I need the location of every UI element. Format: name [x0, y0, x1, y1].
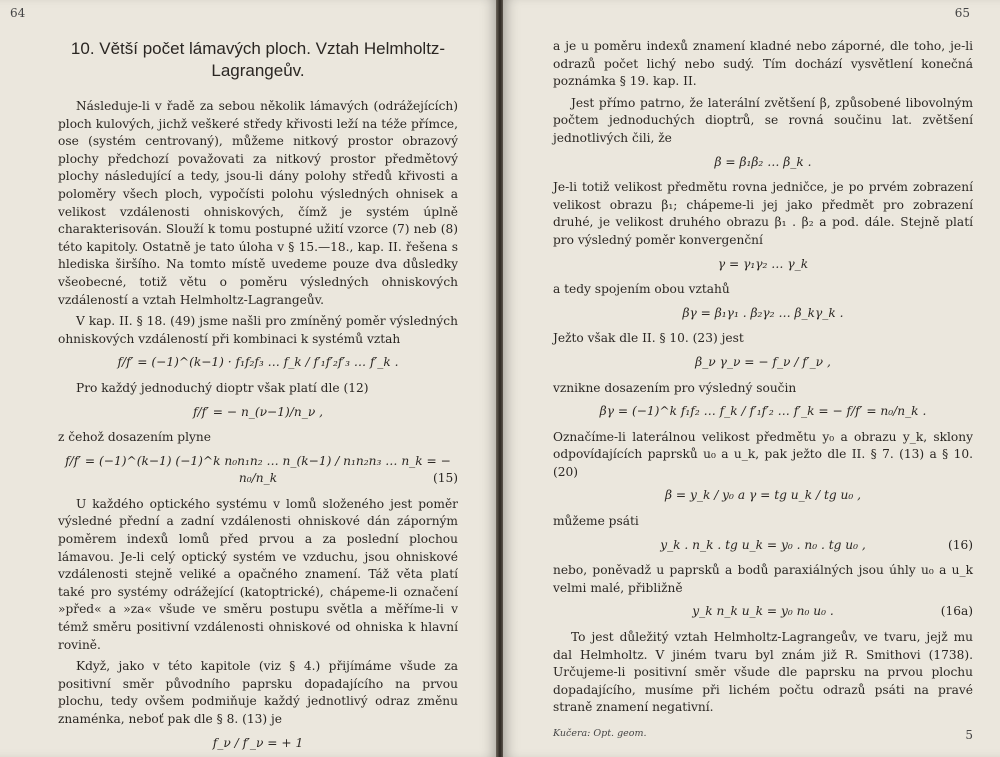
- paragraph: Označíme-li laterálnou velikost předmětu y₀ a obrazu y_k, sklony odpovídajících paprsků u₀ a u_k, pak ježto dle II. § 7. (13) a § 10. (20): [553, 429, 973, 479]
- equation: β = β₁β₂ … β_k .: [714, 154, 812, 169]
- paragraph: Je-li totiž velikost předmětu rovna jedničce, je po prvém zobrazení velikost obrazu β₁; chápeme-li jej jako předmět pro zobrazení druhé, je velikost druhého obrazu β₁ . β₂ a pod. dále. Stejně platí pro výsledný poměr konvergenční: [553, 180, 973, 247]
- paragraph: U každého optického systému v lomů složeného jest poměr výsledné přední a zadní vzdálenosti ohniskové dán záporným poměrem indexů lomů před prvou a za poslední plochou lámavou. Je-li celý optický systém ve vzduchu, jsou ohniskové vzdálenosti stejně veliké a opačného znamení. Táž věta platí také pro systémy odrážející (katoptrické), chápeme-li označení »před« a »za« všude ve směru postupu světla a měříme-li v témž směru positivní vzdálenosti ohniskové od ohniska k hlavní rovině.: [58, 496, 458, 652]
- left-page: [0, 0, 497, 757]
- paragraph: z čehož dosazením plyne: [58, 430, 211, 445]
- paragraph: To jest důležitý vztah Helmholtz-Lagrangeův, ve tvaru, jejž mu dal Helmholtz. V jiném tvaru byl znám již R. Smithovi (1738). Určujeme-li positivní směr všude dle paprsku na prvou plochu dopadajícího, musíme při lichém počtu odrazů psáti na pravé straně znamení negativní.: [553, 630, 973, 715]
- equation: γ = γ₁γ₂ … γ_k: [717, 256, 809, 271]
- page-number-right: 65: [954, 6, 970, 20]
- left-content: [58, 38, 458, 757]
- equation-number: (15): [432, 471, 458, 486]
- paragraph: Pro každý jednoduchý dioptr však platí dle (12): [76, 380, 369, 395]
- equation-number: (16a): [940, 604, 973, 619]
- equation: f/f′ = (−1)^(k−1) · f₁f₂f₃ … f_k / f′₁f′₂f′₃ … f′_k .: [117, 355, 399, 370]
- paragraph: vznikne dosazením pro výsledný součin: [553, 380, 797, 395]
- paragraph: a je u poměru indexů znamení kladné nebo záporné, dle toho, je-li odrazů počet lichý nebo sudý. Tím dochází vysvětlení konečná poznámka § 19. kap. II.: [553, 39, 973, 89]
- paragraph: Jest přímo patrno, že laterální zvětšení β, způsobené libovolným počtem jednoduchých dioptrů, se rovná součinu lat. zvětšení jednotlivých čili, že: [553, 95, 973, 145]
- paragraph: V kap. II. § 18. (49) jsme našli pro zmíněný poměr výsledných ohniskových vzdáleností při kombinaci k systémů vztah: [58, 314, 458, 346]
- equation: β_ν γ_ν = − f_ν / f′_ν ,: [695, 354, 831, 369]
- equation-body: y_k n_k u_k = y₀ n₀ u₀ .: [692, 604, 834, 619]
- right-page: [503, 0, 1000, 757]
- equation-body: y_k . n_k . tg u_k = y₀ . n₀ . tg u₀ ,: [660, 537, 866, 552]
- equation-15: [58, 453, 458, 488]
- footer-sheet-number: 5: [965, 728, 973, 742]
- paragraph: a tedy spojením obou vztahů: [553, 282, 730, 297]
- equation: βγ = (−1)^k f₁f₂ … f_k / f′₁f′₂ … f′_k = − f/f′ = n₀/n_k .: [599, 404, 927, 419]
- section-title: 10. Větší počet lámavých ploch. Vztah Helmholtz-Lagrangeův.: [70, 39, 446, 80]
- page-footer: [553, 728, 973, 742]
- equation: βγ = β₁γ₁ . β₂γ₂ … β_kγ_k .: [682, 305, 844, 320]
- paragraph: Následuje-li v řadě za sebou několik lámavých (odrážejících) ploch kulových, jichž veškeré středy křivosti leží na téže přímce, ose (systém centrovaný), můžeme nitkový prostor obrazový plochy předchozí považovati za nitkový prostor předmětový plochy následující a tedy, jsou-li dány polohy středů křivosti a poloměry všech ploch, vypočísti polohu výsledných ohnisek a velikost vzdálenosti ohniskových, čímž je systém úplně charakterisován. Slouží k tomu postupné užití vzorce (7) neb (8) této kapitoly. Ostatně je tato úloha v § 15.—18., kap. II. řešena s hlediska širšího. Na tomto místě uvedeme pouze dva důsledky všeobecné, totiž větu o poměru výsledných ohniskových vzdáleností a vztah Helmholtz-Lagrangeův.: [58, 99, 458, 307]
- equation-16: [553, 537, 973, 555]
- equation: f/f′ = − n_(ν−1)/n_ν ,: [193, 404, 323, 419]
- equation: f_ν / f′_ν = + 1: [212, 735, 304, 750]
- equation-number: (16): [947, 537, 973, 552]
- right-content: [553, 38, 973, 721]
- paragraph: nebo, poněvadž u paprsků a bodů paraxiálných jsou úhly u₀ a u_k velmi malé, přibližně: [553, 563, 973, 595]
- footer-signature: Kučera: Opt. geom.: [553, 728, 647, 739]
- page-number-left: 64: [10, 6, 26, 20]
- paragraph: Když, jako v této kapitole (viz § 4.) přijímáme všude za positivní směr původního paprsku dopadajícího na prvou plochu, tedy ovšem podmiňuje každý jednotlivý odraz změnu znaménka, neboť pak dle § 8. (13) je: [58, 659, 458, 726]
- equation: β = y_k / y₀ a γ = tg u_k / tg u₀ ,: [664, 488, 862, 503]
- paragraph: můžeme psáti: [553, 514, 639, 529]
- paragraph: Ježto však dle II. § 10. (23) jest: [553, 331, 744, 346]
- equation-body: f/f′ = (−1)^(k−1) (−1)^k n₀n₁n₂ … n_(k−1) / n₁n₂n₃ … n_k = − n₀/n_k: [65, 453, 451, 486]
- equation-16a: [553, 603, 973, 621]
